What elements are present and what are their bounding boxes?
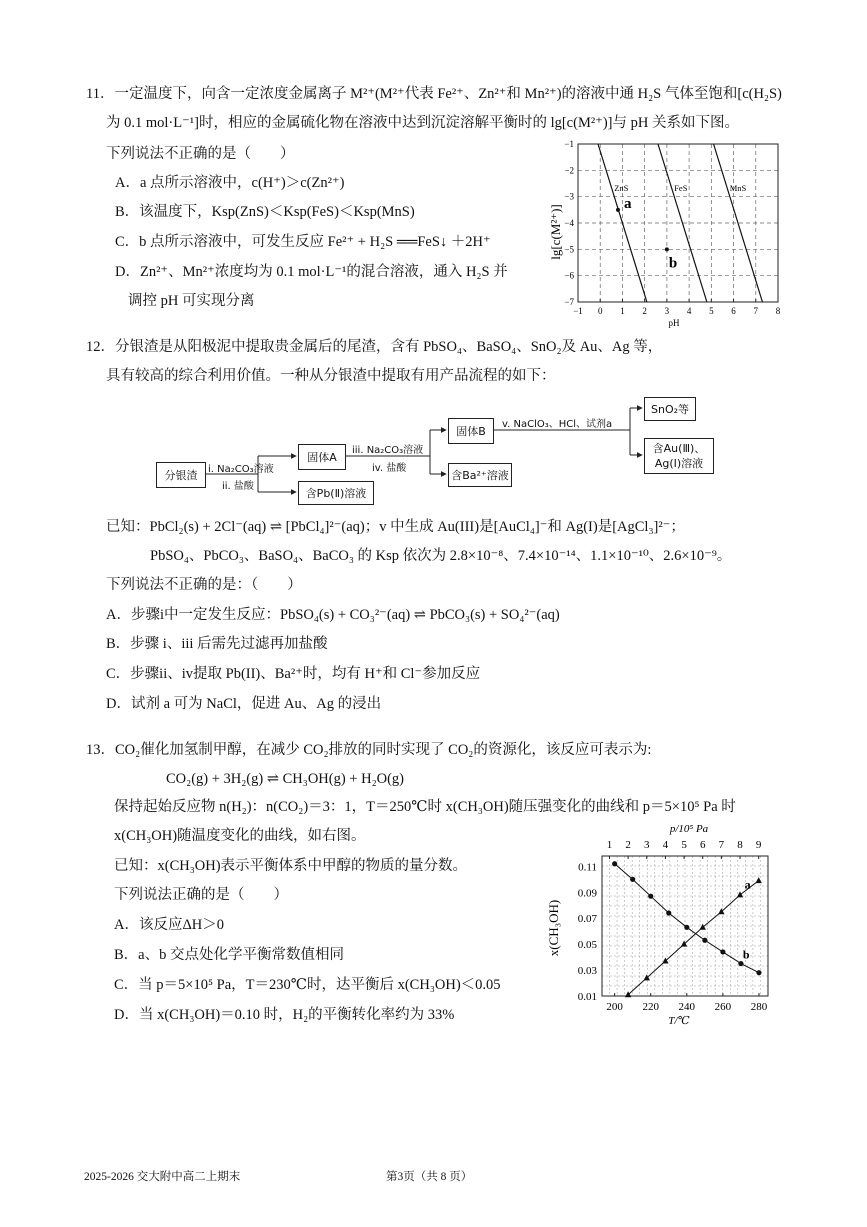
q12-option-a: A．步骤i中一定发生反应：PbSO₄(s) + CO₃²⁻(aq) ⇌ PbCO₃(s) + SO₄²⁻(aq) [106,607,560,623]
flow-start-box: 分银渣 [156,462,206,488]
series-label-mns: MnS [729,182,747,193]
y-tick-label: −4 [564,218,574,228]
series-b-point [666,910,671,915]
q13-option-b: B．a、b 交点处化学平衡常数值相同 [114,947,344,963]
y-tick-label: −5 [564,244,574,255]
x-axis-label: pH [668,318,680,328]
q11-chart-ylabel: lg[c(M²⁺)] [548,204,563,260]
q11-stem: 下列说法不正确的是（ ） [106,146,295,162]
series-b-point [612,861,617,866]
footer-left: 2025-2026 交大附中高二上期末 [84,1171,241,1183]
x-tick-label: 3 [664,306,670,316]
x-tick-label: 1 [620,306,625,316]
x-tick-label: −1 [573,306,583,316]
q12-option-b: B．步骤 i、iii 后需先过滤再加盐酸 [106,636,328,652]
bottom-tick-label: 240 [678,1001,696,1013]
q13-option-c: C．当 p＝5×10⁵ Pa，T＝230℃时，达平衡后 x(CH₃OH)＜0.05 [114,977,501,993]
x-tick-label: 6 [731,306,736,316]
y-tick-label: 0.07 [577,913,597,926]
q11-line2: 为 0.1 mol·L⁻¹]时，相应的金属硫化物在溶液中达到沉淀溶解平衡时的 lg[c(M²⁺)]与 pH 关系如下图。 [106,115,739,131]
y-tick-label: −3 [564,191,574,202]
y-tick-label: 0.09 [577,887,597,900]
top-tick-label: 1 [606,839,613,851]
series-b-point [756,970,761,975]
y-tick-label: −1 [564,139,574,149]
bottom-tick-label: 220 [642,1001,659,1013]
flow-step2-label: ii. 盐酸 [222,481,254,492]
q13-option-a: A．该反应ΔH＞0 [114,917,225,933]
flow-sno2-box: SnO₂等 [644,397,696,421]
x-tick-label: 4 [686,306,692,316]
q11-line1: 11．一定温度下，向含一定浓度金属离子 M²⁺(M²⁺代表 Fe²⁺、Zn²⁺和 Mn²⁺)的溶液中通 H₂S 气体至饱和[c(H₂S) [86,86,782,102]
bottom-tick-label: 200 [606,1001,623,1013]
q13-option-d: D．当 x(CH₃OH)＝0.10 时，H₂的平衡转化率约为 33% [114,1007,455,1023]
q13-chart [540,818,785,1032]
x-tick-label: 8 [775,306,781,316]
series-label-fes: FeS [674,182,688,193]
top-tick-label: 5 [681,839,687,851]
top-axis-label: p/10⁵ Pa [669,823,709,835]
top-tick-label: 6 [699,839,706,851]
q13-known: 已知：x(CH₃OH)表示平衡体系中甲醇的物质的量分数。 [114,858,468,874]
series-b-point [720,949,725,954]
series-a-label: a [744,877,751,892]
series-b-point [684,925,689,930]
y-tick-label: −6 [564,270,574,281]
q13-line1: 13．CO₂催化加氢制甲醇，在减少 CO₂排放的同时实现了 CO₂的资源化，该反应可表示为: [86,742,652,758]
flow-arrows [0,0,867,500]
point-b-label: b [668,255,678,272]
flow-solid-a-box: 固体A [298,444,346,470]
q11-option-b: B．该温度下，Ksp(ZnS)＜Ksp(FeS)＜Ksp(MnS) [115,204,415,220]
series-a-point [700,924,706,930]
flow-au-ag-box [644,438,714,474]
y-tick-label: 0.05 [577,939,597,952]
q11-option-c: C．b 点所示溶液中，可发生反应 Fe²⁺ + H₂S ══FeS↓ ＋2H⁺ [115,234,491,250]
q12-option-d: D．试剂 a 可为 NaCl，促进 Au、Ag 的浸出 [106,696,382,712]
q13-stem: 下列说法正确的是（ ） [114,887,288,903]
flow-step1-label: i. Na₂CO₃溶液 [208,464,274,475]
flow-step3-label: iii. Na₂CO₃溶液 [352,445,424,456]
bottom-tick-label: 280 [750,1001,768,1013]
y-tick-label: −2 [564,165,574,176]
flow-solid-b-box: 固体B [448,418,494,444]
y-tick-label: −7 [564,297,574,307]
series-a-point [755,877,761,883]
series-label-zns: ZnS [614,182,629,193]
top-tick-label: 8 [737,839,743,851]
series-b-point [738,961,743,966]
q13-equation: CO₂(g) + 3H₂(g) ⇌ CH₃OH(g) + H₂O(g) [166,771,404,787]
q12-known2: PbSO₄、PbCO₃、BaSO₄、BaCO₃ 的 Ksp 依次为 2.8×10⁻⁸、7.4×10⁻¹⁴、1.1×10⁻¹⁰、2.6×10⁻⁹。 [150,548,732,564]
top-tick-label: 9 [755,839,762,851]
bottom-tick-label: 260 [714,1001,732,1013]
point-a-label: a [624,195,632,212]
top-tick-label: 4 [662,839,669,851]
q13-line3: 保持起始反应物 n(H₂)：n(CO₂)＝3：1，T＝250℃时 x(CH₃OH)随压强变化的曲线和 p＝5×10⁵ Pa 时 [114,799,736,815]
top-tick-label: 2 [625,839,631,851]
series-b-label: b [742,947,750,962]
top-tick-label: 7 [718,839,725,851]
footer-page: 第3页（共 8 页） [386,1171,473,1183]
series-b-point [648,894,653,899]
x-tick-label: 0 [597,306,603,316]
series-b-point [702,938,707,943]
flow-pb-solution-box: 含Pb(Ⅱ)溶液 [298,481,374,505]
q12-known1: 已知：PbCl₂(s) + 2Cl⁻(aq) ⇌ [PbCl₄]²⁻(aq)；v 中生成 Au(III)是[AuCl₄]⁻和 Ag(I)是[AgCl₃]²⁻； [106,519,685,535]
x-tick-label: 7 [753,306,759,316]
flow-au-label: 含Au(Ⅲ)、 [652,442,706,455]
flow-step5-label: v. NaClO₃、HCl、试剂a [502,419,613,430]
q12-line2: 具有较高的综合利用价值。一种从分银渣中提取有用产品流程的如下： [106,368,556,384]
y-tick-label: 0.01 [577,991,597,1003]
q12-line1: 12．分银渣是从阳极泥中提取贵金属后的尾渣，含有 PbSO₄、BaSO₄、SnO₂及 Au、Ag 等， [86,339,663,355]
y-tick-label: 0.11 [578,861,597,874]
q11-option-d: D．Zn²⁺、Mn²⁺浓度均为 0.1 mol·L⁻¹的混合溶液，通入 H₂S 并 [115,264,508,280]
flow-step4-label: iv. 盐酸 [372,463,407,474]
x-tick-label: 5 [709,306,714,316]
series-b-point [630,877,635,882]
top-tick-label: 3 [644,839,650,851]
flow-ag-label: Ag(Ⅰ)溶液 [654,457,704,470]
bottom-axis-label: T/℃ [668,1015,690,1027]
q12-stem: 下列说法不正确的是：（ ） [106,577,302,593]
flow-ba-solution-box: 含Ba²⁺溶液 [448,463,512,487]
q11-option-a: A．a 点所示溶液中，c(H⁺)＞c(Zn²⁺) [115,175,345,191]
q12-option-c: C．步骤ii、iv提取 Pb(II)、Ba²⁺时，均有 H⁺和 Cl⁻参加反应 [106,666,481,682]
q11-option-d-cont: 调控 pH 可实现分离 [128,293,255,309]
y-tick-label: 0.03 [577,965,597,978]
q13-chart-ylabel: x(CH₃OH) [546,899,561,957]
series-line-b [615,864,759,973]
x-tick-label: 2 [642,306,647,316]
q13-line4: x(CH₃OH)随温度变化的曲线，如右图。 [114,828,366,844]
